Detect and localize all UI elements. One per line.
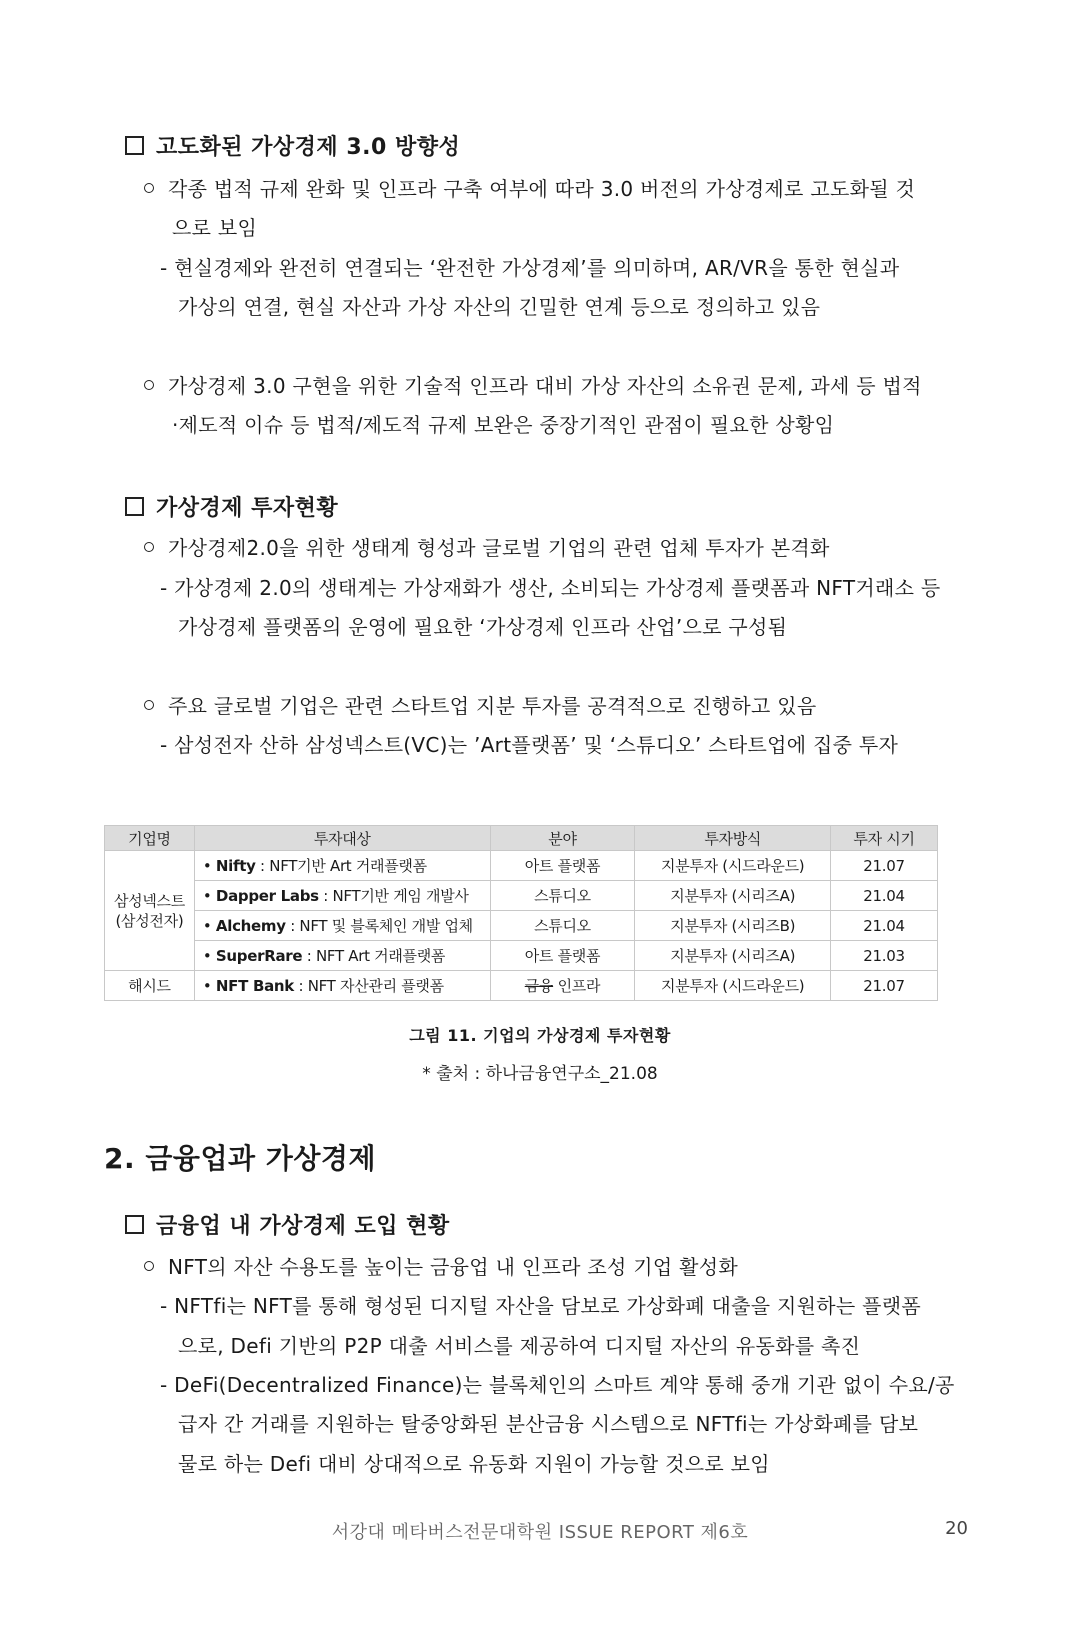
circle-bullet-icon [144, 183, 154, 193]
table-header-cell: 분야 [490, 826, 635, 851]
field-text: 인프라 [553, 977, 601, 995]
field-cell: 스튜디오 [490, 911, 635, 941]
date-cell: 21.07 [831, 851, 938, 881]
square-bullet-icon [125, 1215, 144, 1234]
company-parent: (삼성전자) [115, 911, 184, 930]
circle-bullet-icon [144, 542, 154, 552]
company-cell [105, 851, 195, 971]
figure-caption: 그림 11. 기업의 가상경제 투자현황 [409, 1026, 671, 1045]
table-header-cell: 투자대상 [194, 826, 490, 851]
figure-source: * 출처 : 하나금융연구소_21.08 [422, 1064, 658, 1084]
section-heading-investment-status [125, 491, 338, 522]
table-row [105, 851, 938, 881]
table-header-cell: 투자방식 [635, 826, 831, 851]
table-row [105, 881, 938, 911]
circle-bullet-icon [144, 380, 154, 390]
target-desc: : NFT 및 블록체인 개발 업체 [285, 917, 473, 935]
date-cell: 21.07 [831, 971, 938, 1001]
bullet-continuation: 으로 보임 [172, 216, 258, 240]
circle-bullet-icon [144, 1261, 154, 1271]
date-cell: 21.03 [831, 941, 938, 971]
page-footer: 서강대 메타버스전문대학원 ISSUE REPORT 제6호 [331, 1522, 749, 1543]
bullet-item [144, 173, 915, 202]
company-name: 삼성넥스트 [113, 891, 185, 910]
target-desc: : NFT기반 Art 거래플랫폼 [255, 857, 427, 875]
sub-item: - DeFi(Decentralized Finance)는 블록체인의 스마트 계약 통해 중개 기관 없이 수요/공 [160, 1373, 955, 1397]
sub-item-continuation: 급자 간 거래를 지원하는 탈중앙화된 분산금융 시스템으로 NFTfi는 가상화폐를 담보 [178, 1412, 919, 1436]
field-cell: 아트 플랫폼 [490, 941, 635, 971]
chapter-title: 2. 금융업과 가상경제 [104, 1142, 377, 1175]
target-name: Nifty [215, 857, 256, 875]
method-cell: 지분투자 (시드라운드) [635, 971, 831, 1001]
sub-item: - 가상경제 2.0의 생태계는 가상재화가 생산, 소비되는 가상경제 플랫폼과 NFT거래소 등 [160, 576, 941, 600]
sub-item-continuation: 가상의 연결, 현실 자산과 가상 자산의 긴밀한 연계 등으로 정의하고 있음 [178, 295, 821, 319]
target-cell: • Alchemy : NFT 및 블록체인 개발 업체 [194, 911, 490, 941]
target-cell: • Nifty : NFT기반 Art 거래플랫폼 [194, 851, 490, 881]
method-cell: 지분투자 (시리즈A) [635, 881, 831, 911]
table-row [105, 911, 938, 941]
table-row [105, 971, 938, 1001]
section-heading-text: 가상경제 투자현황 [156, 496, 339, 521]
bullet-item [144, 532, 830, 561]
field-cell: 스튜디오 [490, 881, 635, 911]
section-heading-text: 고도화된 가상경제 3.0 방향성 [156, 135, 461, 160]
sub-item-continuation: 가상경제 플랫폼의 운영에 필요한 ‘가상경제 인프라 산업’으로 구성됨 [178, 615, 788, 639]
bullet-text: NFT의 자산 수용도를 높이는 금융업 내 인프라 조성 기업 활성화 [168, 1255, 739, 1279]
date-cell: 21.04 [831, 911, 938, 941]
field-cell: 아트 플랫폼 [490, 851, 635, 881]
target-name: SuperRare [215, 947, 303, 965]
bullet-text: 가상경제 3.0 구현을 위한 기술적 인프라 대비 가상 자산의 소유권 문제, 과세 등 법적 [168, 374, 922, 398]
target-name: Alchemy [215, 917, 286, 935]
circle-bullet-icon [144, 700, 154, 710]
sub-item-continuation: 으로, Defi 기반의 P2P 대출 서비스를 제공하여 디지털 자산의 유동화를 촉진 [178, 1334, 861, 1358]
bullet-text: 가상경제2.0을 위한 생태계 형성과 글로벌 기업의 관련 업체 투자가 본격화 [168, 536, 830, 560]
table-row [105, 941, 938, 971]
square-bullet-icon [125, 497, 144, 516]
target-cell: • NFT Bank : NFT 자산관리 플랫폼 [194, 971, 490, 1001]
sub-item: - 삼성전자 산하 삼성넥스트(VC)는 ’Art플랫폼’ 및 ‘스튜디오’ 스타트업에 집중 투자 [160, 733, 899, 757]
investment-table [104, 825, 938, 1001]
bullet-item [144, 1251, 738, 1280]
square-bullet-icon [125, 136, 144, 155]
bullet-item [144, 370, 922, 399]
bullet-text: 각종 법적 규제 완화 및 인프라 구축 여부에 따라 3.0 버전의 가상경제로 고도화될 것 [168, 177, 916, 201]
method-cell: 지분투자 (시리즈B) [635, 911, 831, 941]
field-cell [490, 971, 635, 1001]
page-number: 20 [945, 1518, 968, 1539]
target-cell: • Dapper Labs : NFT기반 게임 개발사 [194, 881, 490, 911]
target-cell: • SuperRare : NFT Art 거래플랫폼 [194, 941, 490, 971]
sub-item-continuation: 물로 하는 Defi 대비 상대적으로 유동화 지원이 가능할 것으로 보임 [178, 1452, 770, 1476]
target-name: NFT Bank [215, 977, 294, 995]
target-desc: : NFT Art 거래플랫폼 [302, 947, 446, 965]
table-header-cell: 투자 시기 [831, 826, 938, 851]
section-heading-virtual-economy-3 [125, 130, 460, 161]
section-heading-finance-adoption [125, 1209, 450, 1240]
target-desc: : NFT기반 게임 개발사 [318, 887, 469, 905]
date-cell: 21.04 [831, 881, 938, 911]
bullet-continuation: ·제도적 이슈 등 법적/제도적 규제 보완은 중장기적인 관점이 필요한 상황임 [172, 413, 835, 437]
method-cell: 지분투자 (시드라운드) [635, 851, 831, 881]
section-heading-text: 금융업 내 가상경제 도입 현황 [156, 1214, 450, 1239]
sub-item: - NFTfi는 NFT를 통해 형성된 디지털 자산을 담보로 가상화폐 대출을 지원하는 플랫폼 [160, 1294, 922, 1318]
bullet-item [144, 690, 817, 719]
field-strike-text: 금융 [524, 977, 554, 995]
table-header-cell: 기업명 [105, 826, 195, 851]
target-desc: : NFT 자산관리 플랫폼 [294, 977, 444, 995]
bullet-text: 주요 글로벌 기업은 관련 스타트업 지분 투자를 공격적으로 진행하고 있음 [168, 694, 817, 718]
method-cell: 지분투자 (시리즈A) [635, 941, 831, 971]
target-name: Dapper Labs [215, 887, 319, 905]
sub-item: - 현실경제와 완전히 연결되는 ‘완전한 가상경제’를 의미하며, AR/VR을 통한 현실과 [160, 256, 900, 280]
company-cell: 해시드 [105, 971, 195, 1001]
table-header-row [105, 826, 938, 851]
